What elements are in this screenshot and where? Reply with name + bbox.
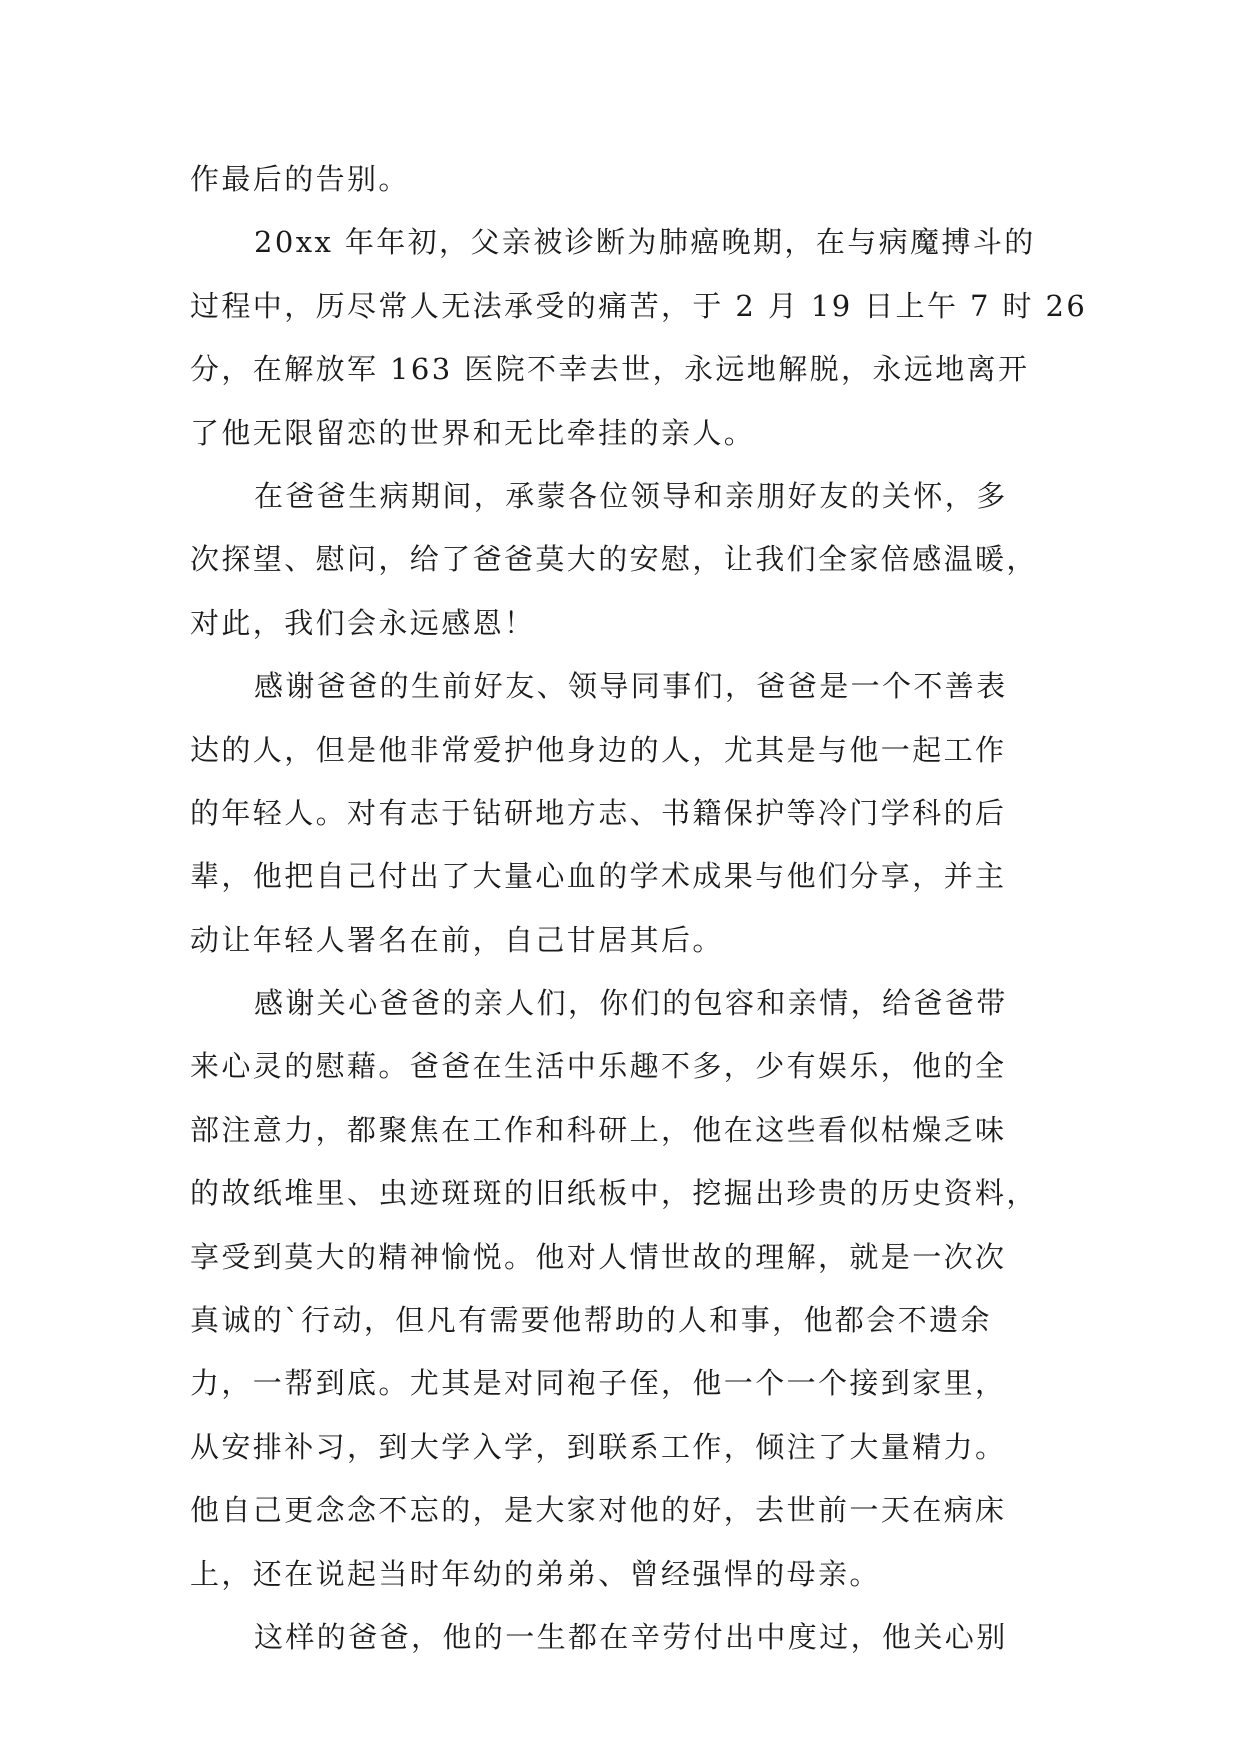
text-line: 从安排补习，到大学入学，到联系工作，倾注了大量精力。 [190, 1429, 1007, 1464]
text-line: 过程中，历尽常人无法承受的痛苦，于 2 月 19 日上午 7 时 26 [190, 288, 1088, 323]
text-line: 的故纸堆里、虫迹斑斑的旧纸板中，挖掘出珍贵的历史资料， [190, 1176, 1038, 1211]
text-line: 了他无限留恋的世界和无比牵挂的亲人。 [190, 415, 756, 450]
text-line: 作最后的告别。 [190, 162, 410, 196]
text-line: 对此，我们会永远感恩！ [190, 605, 536, 640]
text-line: 他自己更念念不忘的，是大家对他的好，去世前一天在病床 [190, 1493, 1007, 1528]
text-line: 次探望、慰问，给了爸爸莫大的安慰，让我们全家倍感温暖， [190, 542, 1038, 577]
text-line: 的年轻人。对有志于钻研地方志、书籍保护等冷门学科的后 [190, 795, 1007, 830]
text-line: 上，还在说起当时年幼的弟弟、曾经强悍的母亲。 [190, 1556, 881, 1591]
text-line: 享受到莫大的精神愉悦。他对人情世故的理解，就是一次次 [190, 1239, 1007, 1274]
text-line: 辈，他把自己付出了大量心血的学术成果与他们分享，并主 [190, 859, 1007, 894]
text-line: 20xx 年年初，父亲被诊断为肺癌晚期，在与病魔搏斗的 [254, 225, 1036, 260]
text-line: 这样的爸爸，他的一生都在辛劳付出中度过，他关心别 [254, 1619, 1008, 1654]
text-line: 部注意力，都聚焦在工作和科研上，他在这些看似枯燥乏味 [190, 1112, 1007, 1147]
text-line: 动让年轻人署名在前，自己甘居其后。 [190, 922, 724, 957]
text-line: 分，在解放军 163 医院不幸去世，永远地解脱，永远地离开 [190, 352, 1030, 387]
document-body [190, 148, 1088, 1669]
text-line: 感谢爸爸的生前好友、领导同事们，爸爸是一个不善表 [254, 669, 1008, 704]
text-line: 力，一帮到底。尤其是对同袍子侄，他一个一个接到家里， [190, 1366, 1007, 1401]
text-line: 在爸爸生病期间，承蒙各位领导和亲朋好友的关怀，多 [254, 478, 1008, 513]
text-line: 感谢关心爸爸的亲人们，你们的包容和亲情，给爸爸带 [254, 986, 1008, 1021]
text-line: 真诚的`行动，但凡有需要他帮助的人和事，他都会不遗余 [190, 1303, 992, 1338]
text-line: 达的人，但是他非常爱护他身边的人，尤其是与他一起工作 [190, 732, 1007, 767]
text-line: 来心灵的慰藉。爸爸在生活中乐趣不多，少有娱乐，他的全 [190, 1049, 1007, 1084]
